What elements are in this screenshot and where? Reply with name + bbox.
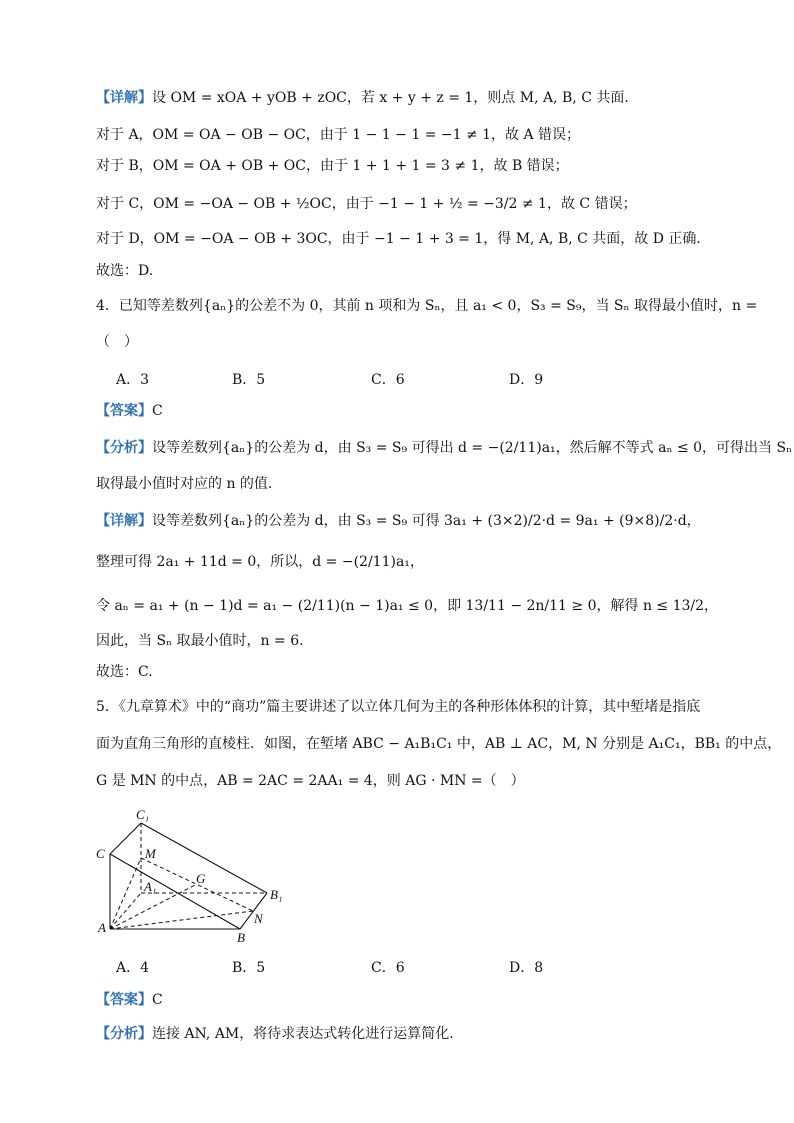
text-line [96,88,629,108]
label-n: N [254,911,263,926]
line-text: 设等差数列{aₙ}的公差为 d，由 S₃ = S₉ 可得出 d = −(2/11)a₁，然后解不等式 aₙ ≤ 0，可得出当 Sₙ [152,440,793,456]
line-text: （ ） [96,334,138,350]
text-line [96,229,701,249]
choice-b: B．5 [232,372,266,388]
analysis-tag: 【分析】 [96,440,152,456]
choice-c: C．6 [371,960,405,976]
text-line [96,662,153,682]
line-text: C [152,992,163,1008]
segment-am [110,858,141,929]
label-b1: B₁ [270,887,283,902]
line-text: 对于 B，OM = OA + OB + OC，由于 1 + 1 + 1 = 3 ≠ 1，故 B 错误； [96,158,569,174]
line-text: 故选：C. [96,664,153,680]
line-text: 设 OM = xOA + yOB + zOC，若 x + y + z = 1，则点 M, A, B, C 共面. [152,90,629,106]
edge-aa1 [110,893,141,929]
label-m: M [145,846,156,861]
line-text: 因此，当 Sₙ 取最小值时，n = 6. [96,633,304,649]
question-5-stem [96,734,781,754]
analysis-line [96,438,792,458]
line-text: 取得最小值时对应的 n 的值. [96,476,273,492]
text-line [96,125,580,145]
line-text: 设等差数列{aₙ}的公差为 d，由 S₃ = S₉ 可得 3a₁ + (3×2)/2·d = 9a₁ + (9×8)/2·d， [152,513,701,529]
label-a: A [98,920,106,935]
line-text: 4．已知等差数列{aₙ}的公差不为 0，其前 n 项和为 Sₙ，且 a₁ < 0，S₃ = S₉，当 Sₙ 取得最小值时，n = [96,298,758,314]
line-text: 对于 C，OM = −OA − OB + ½OC，由于 −1 − 1 + ½ = −3/2 ≠ 1，故 C 错误； [96,196,637,212]
line-text: 对于 D，OM = −OA − OB + 3OC，由于 −1 − 1 + 3 = 1，得 M, A, B, C 共面，故 D 正确. [96,231,701,247]
detail-tag: 【详解】 [96,513,152,529]
edge-cc1 [110,823,141,854]
text-line [96,552,424,572]
detail-line [96,511,701,531]
choice-d: D．9 [509,372,544,388]
choice-a: A．3 [116,372,150,388]
detail-tag: 【详解】 [96,90,152,106]
answer-tag: 【答案】 [96,992,152,1008]
text-line [96,631,304,651]
question-4-paren [96,332,138,352]
line-text: G 是 MN 的中点，AB = 2AC = 2AA₁ = 4，则 AG · MN =（ ） [96,773,525,789]
line-text: 面为直角三角形的直棱柱．如图，在堑堵 ABC − A₁B₁C₁ 中，AB ⊥ AC，M, N 分别是 A₁C₁，BB₁ 的中点， [96,736,782,752]
choice-a: A．4 [116,960,150,976]
choice-b: B．5 [232,960,266,976]
question-5-stem [96,771,525,791]
label-c1: C₁ [136,807,150,822]
text-line [96,194,637,214]
label-g: G [196,871,206,886]
choice-d: D．8 [509,960,544,976]
text-line [96,474,272,494]
label-b: B [237,930,245,945]
choice-c: C．6 [371,372,405,388]
line-text: 故选：D. [96,263,154,279]
text-line [96,596,718,616]
analysis-tag: 【分析】 [96,1026,152,1042]
answer-line [96,990,163,1010]
label-a1: A₁ [144,879,157,894]
segment-an [110,911,253,929]
question-4-stem [96,296,757,316]
text-line [96,156,569,176]
line-text: C [152,403,163,419]
prism-figure [96,805,306,945]
question-5-stem [96,697,700,717]
line-text: 5．《九章算术》中的“商功”篇主要讲述了以立体几何为主的各种形体体积的计算，其中堑堵是指底 [96,699,701,715]
line-text: 连接 AN, AM，将待求表达式转化进行运算简化. [152,1026,454,1042]
edge-cb [110,854,240,929]
label-c: C [96,846,105,861]
line-text: 令 aₙ = a₁ + (n − 1)d = a₁ − (2/11)(n − 1)a₁ ≤ 0，即 13/11 − 2n/11 ≥ 0，解得 n ≤ 13/2， [96,598,719,614]
line-text: 整理可得 2a₁ + 11d = 0，所以，d = −(2/11)a₁， [96,554,424,570]
answer-line [96,401,163,421]
text-line [96,261,153,281]
line-text: 对于 A，OM = OA − OB − OC，由于 1 − 1 − 1 = −1 ≠ 1，故 A 错误； [96,127,581,143]
analysis-line [96,1024,454,1044]
answer-tag: 【答案】 [96,403,152,419]
